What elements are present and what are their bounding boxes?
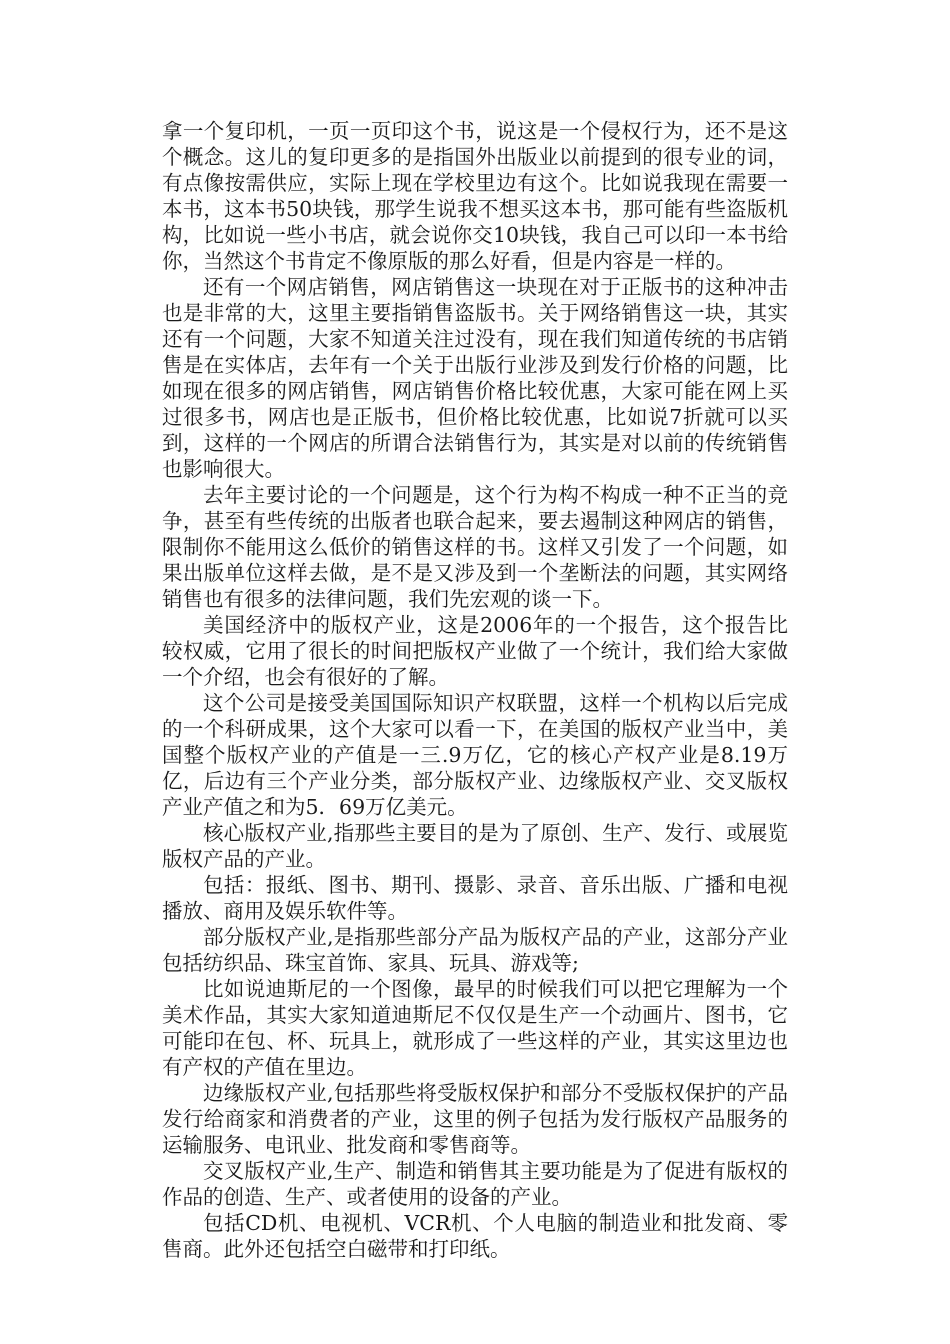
paragraph-interdependent-examples: 包括CD机、电视机、VCR机、个人电脑的制造业和批发商、零售商。此外还包括空白磁带和打印纸。: [162, 1211, 788, 1261]
paragraph-unfair-competition: 去年主要讨论的一个问题是，这个行为构不构成一种不正当的竞争，甚至有些传统的出版者也联合起来，要去遏制这种网店的销售，限制你不能用这么低价的销售这样的书。这样又引发了一个问题，如果出版单位这样去做，是不是又涉及到一个垄断法的问题，其实网络销售也有很多的法律问题，我们先宏观的谈一下。: [162, 483, 788, 611]
paragraph-interdependent-definition: 交叉版权产业,生产、制造和销售其主要功能是为了促进有版权的作品的创造、生产、或者使用的设备的产业。: [162, 1159, 788, 1209]
paragraph-us-copyright-report: 美国经济中的版权产业，这是2006年的一个报告，这个报告比较权威，它用了很长的时间把版权产业做了一个统计，我们给大家做一个介绍，也会有很好的了解。: [162, 613, 788, 689]
paragraph-disney-example: 比如说迪斯尼的一个图像，最早的时候我们可以把它理解为一个美术作品，其实大家知道迪斯尼不仅仅是生产一个动画片、图书，它可能印在包、杯、玩具上，就形成了一些这样的产业，其实这里边也有产权的产值在里边。: [162, 977, 788, 1079]
paragraph-photocopy-example: 拿一个复印机，一页一页印这个书，说这是一个侵权行为，还不是这个概念。这儿的复印更多的是指国外出版业以前提到的很专业的词，有点像按需供应，实际上现在学校里边有这个。比如说我现在需要一本书，这本书50块钱，那学生说我不想买这本书，那可能有些盗版机构，比如说一些小书店，就会说你交10块钱，我自己可以印一本书给你，当然这个书肯定不像原版的那么好看，但是内容是一样的。: [162, 119, 788, 273]
paragraph-online-store-sales: 还有一个网店销售，网店销售这一块现在对于正版书的这种冲击也是非常的大，这里主要指销售盗版书。关于网络销售这一块，其实还有一个问题，大家不知道关注过没有，现在我们知道传统的书店销售是在实体店，去年有一个关于出版行业涉及到发行价格的问题，比如现在很多的网店销售，网店销售价格比较优惠，大家可能在网上买过很多书，网店也是正版书，但价格比较优惠，比如说7折就可以买到，这样的一个网店的所谓合法销售行为，其实是对以前的传统销售也影响很大。: [162, 275, 788, 481]
paragraph-non-dedicated-support: 边缘版权产业,包括那些将受版权保护和部分不受版权保护的产品发行给商家和消费者的产业，这里的例子包括为发行版权产品服务的运输服务、电讯业、批发商和零售商等。: [162, 1081, 788, 1157]
paragraph-copyright-output-values: 这个公司是接受美国国际知识产权联盟，这样一个机构以后完成的一个科研成果，这个大家可以看一下，在美国的版权产业当中，美国整个版权产业的产值是一三.9万亿，它的核心产权产业是8.19万亿，后边有三个产业分类，部分版权产业、边缘版权产业、交叉版权产业产值之和为5．69万亿美元。: [162, 691, 788, 819]
paragraph-core-copyright-definition: 核心版权产业,指那些主要目的是为了原创、生产、发行、或展览版权产品的产业。: [162, 821, 788, 871]
paragraph-core-copyright-examples: 包括：报纸、图书、期刊、摄影、录音、音乐出版、广播和电视播放、商用及娱乐软件等。: [162, 873, 788, 923]
paragraph-partial-copyright-definition: 部分版权产业,是指那些部分产品为版权产品的产业，这部分产业包括纺织品、珠宝首饰、家具、玩具、游戏等;: [162, 925, 788, 975]
document-body: [162, 118, 788, 1262]
